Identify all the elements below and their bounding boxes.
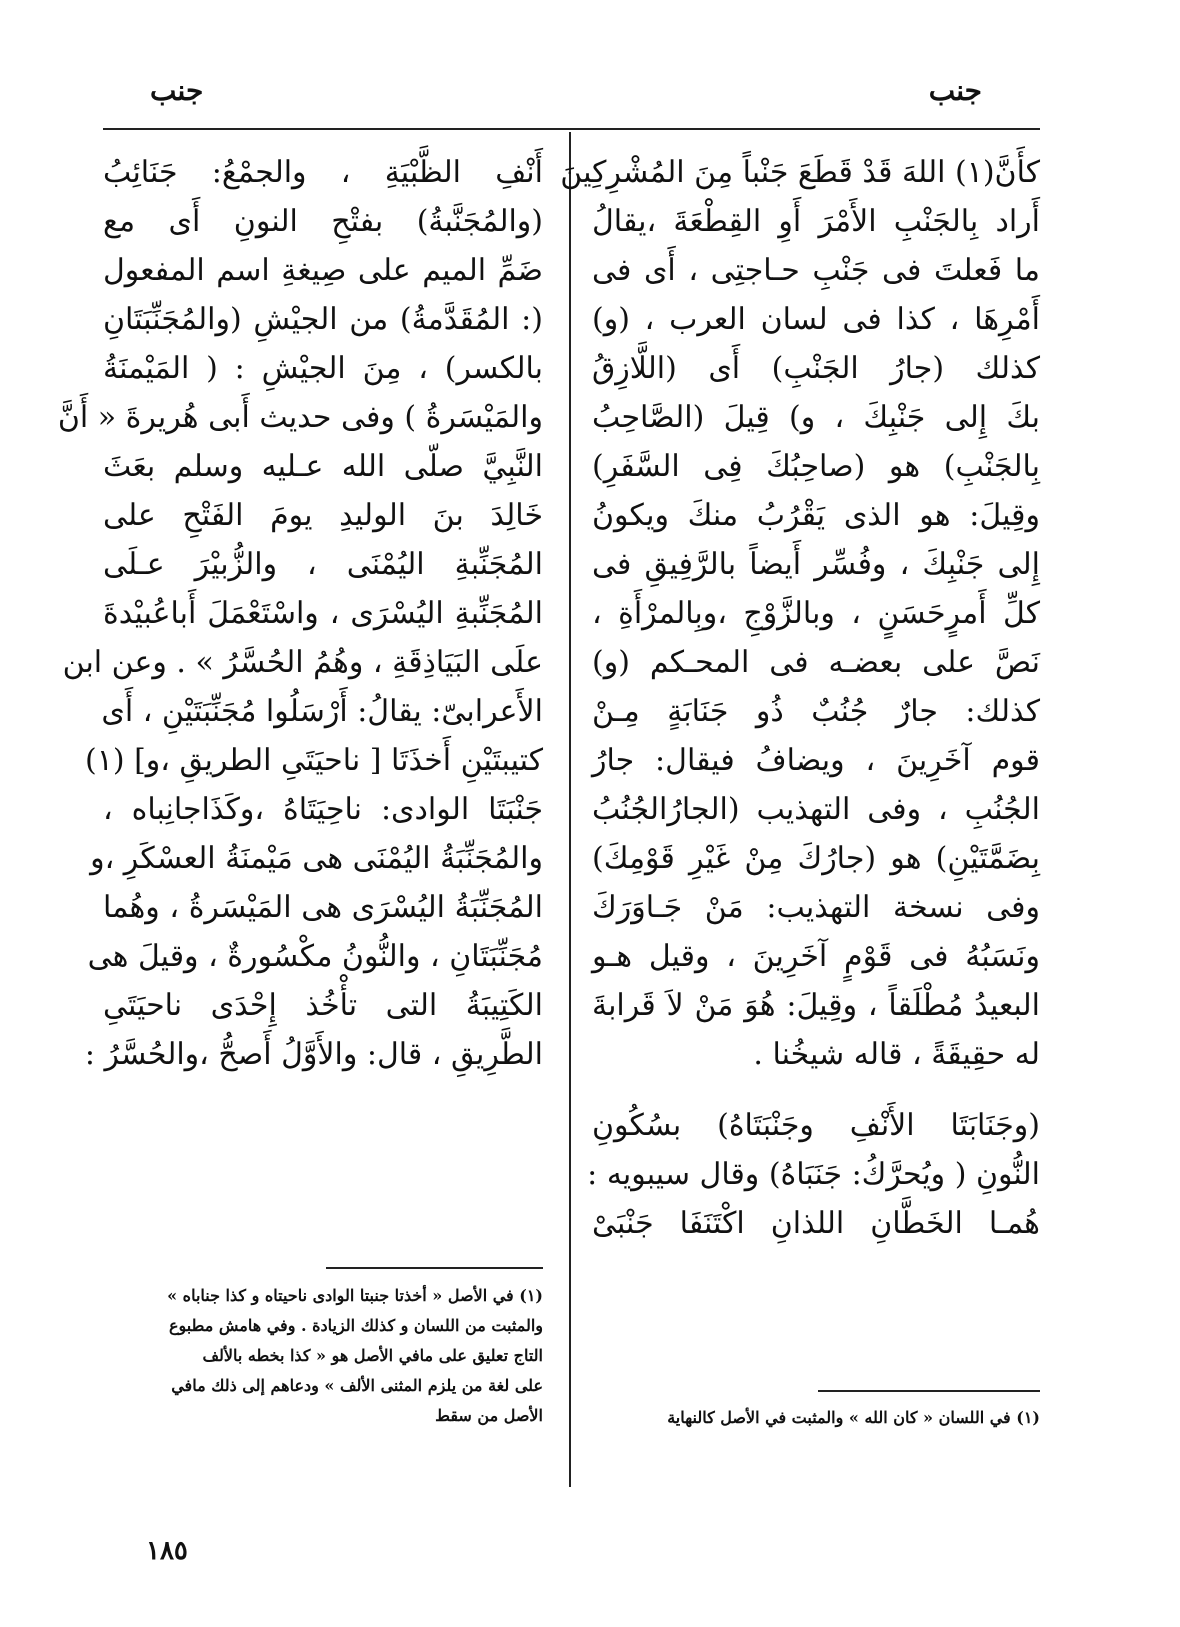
text-line: وقِيلَ: هو الذى يَقْرُبُ منكَ ويكونُ (592, 498, 1040, 533)
footnote-line: التاج تعليق على مافي الأصل هو « كذا بخطه بالألف (202, 1346, 543, 1365)
text-line: المُجَنِّبَةُ اليُسْرَى هى المَيْسَرةُ ، وهُما (103, 890, 543, 925)
column-divider (569, 132, 571, 1487)
text-line: نَصَّ على بعضـه فى المحـكم (و) (592, 645, 1040, 680)
footnote-line: الأصل من سقط (435, 1406, 543, 1425)
text-line: له حقِيقَةً ، قاله شيخُنا . (753, 1037, 1040, 1072)
text-line: علَى البَيَاذِقَةِ ، وهُمُ الحُسَّرُ » . وعن ابن (62, 645, 543, 680)
footnotes-left (103, 1281, 543, 1431)
text-line: بِضَمَّتَيْنِ) هو (جارُكَ مِنْ غَيْرِ قَوْمِكَ) (592, 841, 1040, 876)
text-line: وفى نسخة التهذيب: مَنْ جَـاوَرَكَ (592, 890, 1040, 925)
text-line: الأَعرابىّ: يقالُ: أَرْسَلُوا مُجَنِّبَتَيْنِ ، أَى (101, 694, 543, 729)
text-line: أَراد بِالجَنْبِ الأَمْرَ أَوِ القِطْعَةَ ،يقالُ (592, 204, 1040, 239)
footnote-line: والمثبت من اللسان و كذلك الزيادة . وفي هامش مطبوع (168, 1316, 543, 1335)
footnote-rule-left (326, 1267, 543, 1269)
footnote-line: (١) في اللسان « كان الله » والمثبت في الأصل كالنهاية (667, 1408, 1040, 1427)
header-rule (103, 128, 1040, 130)
text-line: المُجَنِّبةِ اليُمْنَى ، والزُّبيْرَ عـلَى (103, 547, 543, 582)
text-line: بِالجَنْبِ) هو (صاحِبُكَ فِى السَّفَرِ) (592, 449, 1040, 484)
text-line: المُجَنِّبةِ اليُسْرَى ، واسْتَعْمَلَ أَباعُبيْدةَ (103, 596, 543, 631)
text-line: أَنْفِ الظَّبْيَةِ ، والجمْعُ: جَنَائِبُ (103, 155, 543, 190)
text-line: الطَّرِيقِ ، قال: والأَوَّلُ أَصحُّ ،والحُسَّرُ : (84, 1037, 543, 1072)
footnote-rule-right (818, 1390, 1040, 1392)
text-line: والمَيْسَرةُ ) وفى حديث أَبى هُريرةَ « أَنَّ (57, 400, 543, 435)
text-line: قوم آخَرِينَ ، ويضافُ فيقال: جارُ (592, 743, 1040, 778)
running-header-left: جنب (150, 74, 204, 107)
text-line: بكَ إِلى جَنْبِكَ ، و) قِيلَ (الصَّاحِبُ (592, 400, 1040, 435)
text-line: كتيبتَيْنِ أَخذَتَا [ ناحيَتَىِ الطريقِ ،و] (١) (85, 743, 543, 778)
right-text-column (560, 148, 1040, 1248)
text-line: الكَتِيبَةُ التى تأْخُذ إِحْدَى ناحيَتَىِ (103, 988, 543, 1023)
text-line: النَّبِيَّ صلّى الله عـليه وسلم بعَثَ (103, 449, 543, 484)
text-line: خَالِدَ بنَ الوليدِ يومَ الفَتْحِ على (103, 498, 543, 533)
text-line: أَمْرِهَا ، كذا فى لسان العرب ، (و) (592, 302, 1040, 337)
text-line: كأَنَّ(١) اللهَ قَدْ قَطَعَ جَنْباً مِنَ المُشْرِكِينَ (560, 155, 1040, 190)
text-line: مُجَنِّبَتَانِ ، والنُّونُ مكْسُورةٌ ، وقيلَ هى (87, 939, 543, 974)
text-line: البعيدُ مُطْلَقاً ، وقِيلَ: هُوَ مَنْ لاَ قَرابةَ (592, 988, 1040, 1023)
left-text-column (57, 148, 543, 1079)
paragraph-gap (592, 1079, 1040, 1101)
text-line: الجُنُبِ ، وفى التهذيب (الجارُالجُنُبُ (592, 792, 1040, 827)
text-line: كلِّ أَمرٍحَسَنٍ ، وبالزَّوْجِ ،وبِالمرْأَةِ ، (592, 596, 1040, 631)
running-header-right: جنب (928, 74, 982, 107)
text-line: ضَمِّ الميم على صِيغةِ اسم المفعول (103, 253, 543, 288)
footnote-line: على لغة من يلزم المثنى الألف » ودعاهم إلى ذلك مافي (171, 1376, 543, 1395)
text-line: (: المُقَدَّمةُ) من الجيْشِ (والمُجَنِّبَتَانِ (103, 302, 543, 337)
text-line: ونَسَبُهُ فى قَوْمٍ آخَرِينَ ، وقيل هـو (592, 939, 1040, 974)
text-line: والمُجَنِّبَةُ اليُمْنَى هى مَيْمنَةُ العسْكَرِ ،و (90, 841, 543, 876)
text-line: كذلك: جارٌ جُنُبٌ ذُو جَنَابَةٍ مِـنْ (592, 694, 1040, 729)
text-line: هُمـا الخَطَّانِ اللذانِ اكْتَنَفَا جَنْبَىْ (592, 1206, 1040, 1241)
text-line: جَنْبَتَا الوادى: ناحِيَتَاهُ ،وكَذَاجانِباه ، (103, 792, 543, 827)
page-number: ١٨٥ (146, 1536, 188, 1566)
text-line: (وجَنَابَتَا الأَنْفِ وجَنْبَتَاهُ) بسُكُونِ (592, 1108, 1040, 1143)
text-line: بالكسر) ، مِنَ الجيْشِ : ( المَيْمنَةُ (103, 351, 543, 386)
footnotes-right (592, 1403, 1040, 1433)
text-line: النُّونِ ( ويُحرَّكُ: جَنَبَاهُ) وقال سيبويه : (587, 1157, 1040, 1192)
footnote-line: (١) في الأصل « أخذتا جنبتا الوادى ناحيتاه و كذا جناباه » (167, 1286, 543, 1305)
text-line: (والمُجَنَّبةُ) بفتْحِ النونِ أَى مع (103, 204, 543, 239)
text-line: ما فَعلتَ فى جَنْبِ حـاجتِى ، أَى فى (592, 253, 1040, 288)
text-line: كذلك (جارُ الجَنْبِ) أَى (اللَّازِقُ (592, 351, 1040, 386)
text-line: إِلى جَنْبِكَ ، وفُسِّر أَيضاً بالرَّفِيقِ فى (592, 547, 1040, 582)
